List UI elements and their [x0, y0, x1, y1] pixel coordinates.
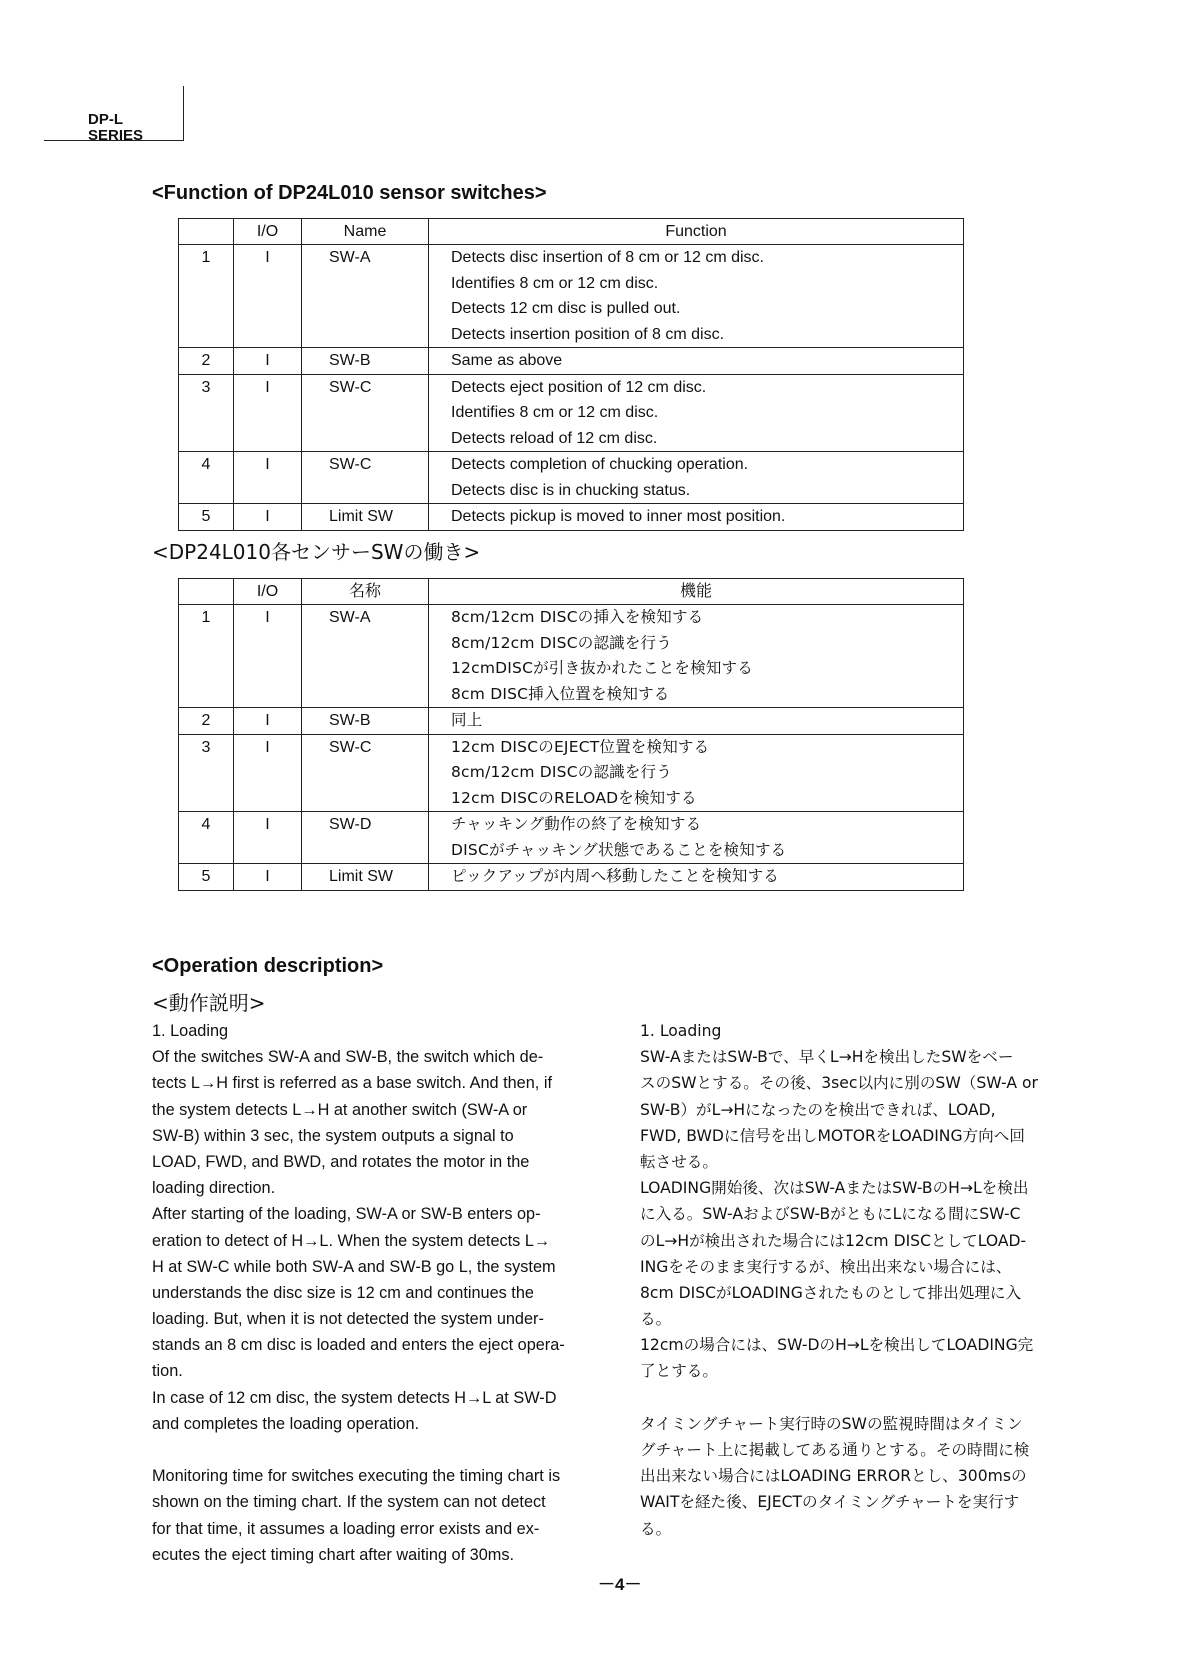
- table-row: [179, 374, 964, 452]
- function-line: 12cmDISCが引き抜かれたことを検知する: [451, 659, 753, 677]
- io-cell: [234, 504, 302, 531]
- function-cell: [429, 374, 964, 452]
- table-row: [179, 452, 964, 504]
- row-number-cell: [179, 348, 234, 375]
- text-line: のL→Hが検出された場合には12cm DISCとしてLOAD-: [640, 1231, 1027, 1250]
- page-number: －4－: [598, 1575, 642, 1594]
- io-cell: [234, 708, 302, 735]
- text-line: グチャート上に掲載してある通りとする。その時間に検: [640, 1441, 1030, 1459]
- col-function-header: 機能: [429, 579, 964, 605]
- io-cell-text: I: [265, 738, 270, 756]
- table-row: [179, 605, 964, 708]
- table-row: [179, 734, 964, 812]
- function-line: 8cm/12cm DISCの認識を行う: [451, 763, 672, 781]
- operation-text-en: [152, 1018, 614, 1568]
- text-line: Of the switches SW-A and SW-B, the switch which de-: [152, 1048, 544, 1067]
- col-io-header: I/O: [234, 579, 302, 605]
- sensor-function-table-en: [178, 218, 964, 531]
- function-line: Detects 12 cm disc is pulled out.: [451, 300, 681, 317]
- io-cell: [234, 605, 302, 708]
- function-cell: [429, 812, 964, 864]
- text-line: FWD, BWDに信号を出しMOTORをLOADING方向へ回: [640, 1126, 1025, 1145]
- function-cell: [429, 708, 964, 735]
- row-number-cell-text: 5: [201, 868, 211, 885]
- io-cell: [234, 812, 302, 864]
- switch-name-cell-text: SW-D: [329, 816, 372, 833]
- table-header-row: [179, 579, 964, 605]
- function-line: Detects completion of chucking operation.: [451, 456, 749, 473]
- text-line: stands an 8 cm disc is loaded and enters the eject opera-: [152, 1336, 565, 1355]
- table-row: [179, 245, 964, 348]
- row-number-cell: [179, 374, 234, 452]
- text-line: る。: [640, 1519, 672, 1538]
- text-line: and completes the loading operation.: [152, 1414, 420, 1433]
- function-cell: [429, 452, 964, 504]
- function-cell: [429, 504, 964, 531]
- io-cell-text: I: [265, 816, 270, 833]
- io-cell-text: I: [265, 456, 270, 473]
- text-line: eration to detect of H→L. When the system detects L→: [152, 1231, 551, 1250]
- function-line: 同上: [451, 711, 483, 729]
- text-line: 8cm DISCがLOADINGされたものとして排出処理に入: [640, 1283, 1022, 1302]
- text-line: LOAD, FWD, and BWD, and rotates the motor in the: [152, 1152, 530, 1171]
- text-line: tects L→H first is referred as a base switch. And then, if: [152, 1074, 552, 1093]
- text-line: スのSWとする。その後、3sec以内に別のSW（SW-A or: [640, 1074, 1038, 1093]
- function-cell: [429, 245, 964, 348]
- function-line: Detects disc is in chucking status.: [451, 481, 691, 499]
- text-line: the system detects L→H at another switch (SW-A or: [152, 1100, 528, 1119]
- text-line: 転させる。: [640, 1152, 718, 1171]
- table-row: [179, 812, 964, 864]
- table-row: [179, 348, 964, 375]
- io-cell-text: I: [265, 249, 270, 266]
- text-line: tion.: [152, 1362, 183, 1381]
- text-line: SW-B) within 3 sec, the system outputs a signal to: [152, 1126, 514, 1145]
- row-number-cell-text: 4: [201, 816, 211, 833]
- text-line: る。: [640, 1310, 672, 1329]
- section-title-en: <Function of DP24L010 sensor switches>: [152, 182, 547, 204]
- section-title-jp: <DP24L010各センサーSWの働き>: [152, 540, 481, 564]
- operation-text-jp: [640, 1018, 1106, 1542]
- function-line: Identifies 8 cm or 12 cm disc.: [451, 404, 659, 421]
- switch-name-cell-text: SW-B: [329, 352, 371, 369]
- switch-name-cell: [302, 374, 429, 452]
- sensor-function-table-jp: [178, 578, 964, 891]
- io-cell: [234, 734, 302, 812]
- operation-title-jp: <動作説明>: [152, 991, 266, 1015]
- text-line: タイミングチャート実行時のSWの監視時間はタイミン: [640, 1414, 1023, 1433]
- function-line: チャッキング動作の終了を検知する: [451, 815, 702, 833]
- switch-name-cell-text: SW-A: [329, 609, 371, 626]
- text-line: Monitoring time for switches executing the timing chart is: [152, 1467, 561, 1486]
- text-line: ecutes the eject timing chart after waiting of 30ms.: [152, 1545, 514, 1564]
- series-label-line2: SERIES: [88, 127, 144, 144]
- table-row: [179, 708, 964, 735]
- paragraph-gap: [640, 1385, 1106, 1411]
- operation-title-en: <Operation description>: [152, 955, 384, 977]
- text-line: 1. Loading: [640, 1022, 722, 1040]
- row-number-cell-text: 2: [201, 712, 211, 729]
- function-line: 12cm DISCのEJECT位置を検知する: [451, 737, 710, 756]
- text-line: 出出来ない場合にはLOADING ERRORとし、300msの: [640, 1467, 1027, 1486]
- switch-name-cell-text: SW-A: [329, 249, 371, 266]
- row-number-cell: [179, 812, 234, 864]
- io-cell-text: I: [265, 712, 270, 729]
- row-number-cell-text: 3: [201, 378, 211, 396]
- switch-name-cell: [302, 452, 429, 504]
- function-cell: [429, 348, 964, 375]
- col-no-header: [179, 219, 234, 245]
- io-cell-text: I: [265, 609, 270, 626]
- text-line: understands the disc size is 12 cm and continues the: [152, 1283, 534, 1302]
- switch-name-cell: [302, 605, 429, 708]
- row-number-cell-text: 1: [201, 609, 211, 626]
- function-line: Detects disc insertion of 8 cm or 12 cm disc.: [451, 249, 764, 266]
- io-cell: [234, 245, 302, 348]
- text-line: After starting of the loading, SW-A or SW-B enters op-: [152, 1205, 541, 1224]
- text-line: に入る。SW-AおよびSW-BがともにLになる間にSW-C: [640, 1205, 1021, 1224]
- function-cell: [429, 605, 964, 708]
- switch-name-cell: [302, 812, 429, 864]
- text-line: In case of 12 cm disc, the system detects H→L at SW-D: [152, 1388, 557, 1407]
- text-line: for that time, it assumes a loading error exists and ex-: [152, 1519, 540, 1538]
- row-number-cell: [179, 734, 234, 812]
- switch-name-cell-text: SW-C: [329, 378, 372, 396]
- paragraph-gap: [152, 1437, 614, 1463]
- function-line: 12cm DISCのRELOADを検知する: [451, 788, 697, 807]
- switch-name-cell: [302, 708, 429, 735]
- text-line: 1. Loading: [152, 1022, 229, 1040]
- io-cell: [234, 452, 302, 504]
- switch-name-cell: [302, 348, 429, 375]
- switch-name-cell-text: SW-B: [329, 712, 371, 729]
- function-line: DISCがチャッキング状態であることを検知する: [451, 840, 787, 859]
- function-line: Detects eject position of 12 cm disc.: [451, 378, 707, 396]
- text-line: WAITを経た後、EJECTのタイミングチャートを実行す: [640, 1493, 1020, 1512]
- switch-name-cell-text: SW-C: [329, 738, 372, 756]
- row-number-cell-text: 4: [201, 456, 211, 473]
- switch-name-cell-text: SW-C: [329, 456, 372, 473]
- function-line: 8cm/12cm DISCの挿入を検知する: [451, 608, 704, 626]
- function-cell: [429, 734, 964, 812]
- io-cell-text: I: [265, 352, 270, 369]
- io-cell: [234, 348, 302, 375]
- header-rule-vertical: [183, 86, 184, 141]
- switch-name-cell: [302, 504, 429, 531]
- row-number-cell-text: 3: [201, 738, 211, 756]
- col-function-header: Function: [429, 219, 964, 245]
- switch-name-cell-text: Limit SW: [329, 868, 393, 885]
- col-name-header: 名称: [302, 579, 429, 605]
- text-line: loading. But, when it is not detected the system under-: [152, 1310, 544, 1329]
- row-number-cell: [179, 708, 234, 735]
- function-line: Same as above: [451, 352, 563, 369]
- row-number-cell: [179, 452, 234, 504]
- switch-name-cell: [302, 864, 429, 891]
- io-cell-text: I: [265, 378, 270, 396]
- io-cell: [234, 374, 302, 452]
- table-row: [179, 864, 964, 891]
- function-line: Detects insertion position of 8 cm disc.: [451, 325, 725, 343]
- table-header-row: [179, 219, 964, 245]
- row-number-cell-text: 5: [201, 508, 211, 525]
- function-line: Detects pickup is moved to inner most position.: [451, 508, 786, 525]
- col-io-header: I/O: [234, 219, 302, 245]
- switch-name-cell: [302, 734, 429, 812]
- text-line: SW-AまたはSW-Bで、早くL→Hを検出したSWをベー: [640, 1048, 1014, 1067]
- text-line: 12cmの場合には、SW-DのH→Lを検出してLOADING完: [640, 1336, 1034, 1355]
- row-number-cell-text: 2: [201, 352, 211, 369]
- series-label-line1: DP-L: [88, 111, 123, 128]
- function-line: 8cm DISC挿入位置を検知する: [451, 684, 670, 703]
- function-line: 8cm/12cm DISCの認識を行う: [451, 633, 672, 652]
- text-line: loading direction.: [152, 1179, 276, 1198]
- table-row: [179, 504, 964, 531]
- row-number-cell: [179, 504, 234, 531]
- io-cell-text: I: [265, 508, 270, 525]
- header-rule-horizontal: [44, 140, 184, 141]
- row-number-cell-text: 1: [201, 249, 211, 266]
- switch-name-cell: [302, 245, 429, 348]
- function-cell: [429, 864, 964, 891]
- text-line: H at SW-C while both SW-A and SW-B go L, the system: [152, 1257, 556, 1276]
- col-no-header: [179, 579, 234, 605]
- text-line: SW-B）がL→Hになったのを検出できれば、LOAD,: [640, 1100, 996, 1119]
- text-line: 了とする。: [640, 1362, 718, 1381]
- io-cell-text: I: [265, 868, 270, 885]
- function-line: Detects reload of 12 cm disc.: [451, 429, 658, 447]
- text-line: INGをそのまま実行するが、検出出来ない場合には、: [640, 1257, 1012, 1276]
- text-line: LOADING開始後、次はSW-AまたはSW-BのH→Lを検出: [640, 1179, 1029, 1198]
- text-line: shown on the timing chart. If the system can not detect: [152, 1493, 546, 1512]
- switch-name-cell-text: Limit SW: [329, 508, 393, 525]
- row-number-cell: [179, 605, 234, 708]
- col-name-header: Name: [302, 219, 429, 245]
- io-cell: [234, 864, 302, 891]
- function-line: Identifies 8 cm or 12 cm disc.: [451, 274, 659, 292]
- function-line: ピックアップが内周へ移動したことを検知する: [451, 867, 779, 885]
- row-number-cell: [179, 864, 234, 891]
- row-number-cell: [179, 245, 234, 348]
